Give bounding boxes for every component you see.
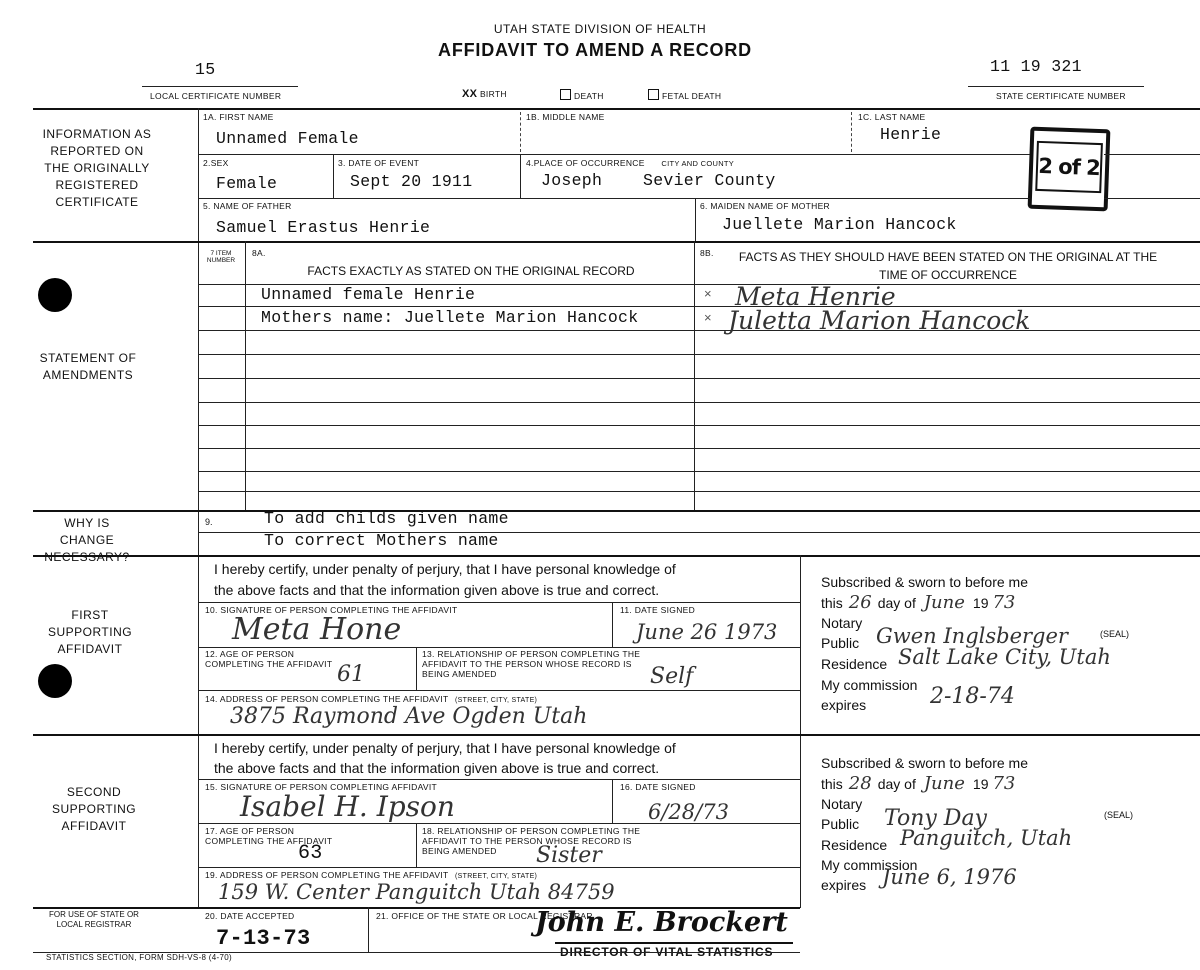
first-relationship: Self [650,664,694,689]
second-residence-label: Residence [821,837,888,853]
first-notary-date-line: this 26 day of June 19 73 [821,592,1016,613]
fetal-death-checkbox [648,89,659,100]
first-residence-label: Residence [821,656,888,672]
amendments-label: STATEMENT OF AMENDMENTS [39,351,137,382]
first-address-label: 14. ADDRESS OF PERSON COMPLETING THE AFFIDAVIT (STREET, CITY, STATE) [205,694,538,704]
registrar-signature: John E. Brockert [535,907,788,938]
second-relationship-label: 18. RELATIONSHIP OF PERSON COMPLETING THE AFFIDAVIT TO THE PERSON WHOSE RECORD IS BEING AMENDED [422,826,641,856]
second-notary-name: Tony Day [884,806,987,831]
page-stamp: 2 of 2 [1028,127,1111,212]
first-affidavit-label: FIRST SUPPORTING AFFIDAVIT [47,608,133,656]
first-age: 61 [337,662,365,687]
last-name-label: 1C. LAST NAME [858,112,926,122]
first-relationship-label: 13. RELATIONSHIP OF PERSON COMPLETING THE AFFIDAVIT TO THE PERSON WHOSE RECORD IS BEING AMENDED [422,649,641,679]
binder-hole-top [38,278,72,312]
first-signature: Meta Hone [232,612,402,647]
sex-value: Female [216,174,278,193]
first-public-label: Public [821,635,860,651]
date-of-event-value: Sept 20 1911 [350,172,473,191]
first-notary-year: 73 [992,592,1016,613]
second-relationship: Sister [536,843,602,868]
first-date-signed: June 26 1973 [636,620,778,644]
mother-name-label: 6. MAIDEN NAME OF MOTHER [700,201,830,211]
type-birth-option: XX BIRTH [462,88,507,100]
second-certify-line-2: the above facts and that the information given above is true and correct. [214,760,660,776]
date-accepted-label: 20. DATE ACCEPTED [205,911,295,921]
last-name-value: Henrie [880,125,942,144]
first-signature-label: 10. SIGNATURE OF PERSON COMPLETING THE AFFIDAVIT [205,605,458,615]
first-notary-month: June [923,592,965,613]
first-notary-name: Gwen Inglsberger [876,624,1068,648]
reason-label: WHY IS CHANGE NECESSARY? [44,516,130,564]
first-date-signed-label: 11. DATE SIGNED [620,605,696,615]
first-residence: Salt Lake City, Utah [898,645,1111,669]
first-age-label: 12. AGE OF PERSON COMPLETING THE AFFIDAVIT [205,649,333,669]
second-signature: Isabel H. Ipson [240,790,455,823]
second-seal: (SEAL) [1104,810,1134,820]
second-address-label: 19. ADDRESS OF PERSON COMPLETING THE AFFIDAVIT (STREET, CITY, STATE) [205,870,538,880]
father-name-value: Samuel Erastus Henrie [216,218,431,237]
second-notary-month: June [923,773,965,794]
col-8a-number: 8A. [252,248,266,258]
sex-label: 2.SEX [203,158,229,168]
birth-checkmark: XX [462,88,478,100]
first-expires-label: expires [821,697,867,713]
registrar-office-label: 21. OFFICE OF THE STATE OR LOCAL REGISTRAR [376,911,593,921]
mother-name-value: Juellete Marion Hancock [722,215,957,234]
amendment-row-1-marker: × [704,286,712,301]
reason-number: 9. [205,517,213,527]
place-city-value: Joseph [541,171,603,190]
first-certify-line-1: I hereby certify, under penalty of perjury, that I have personal knowledge of [214,561,676,577]
type-fetal-death-option: FETAL DEATH [648,89,721,101]
second-address: 159 W. Center Panguitch Utah 84759 [218,880,615,904]
first-name-value: Unnamed Female [216,129,359,148]
director-title: DIRECTOR OF VITAL STATISTICS [560,945,774,959]
first-expires: 2-18-74 [930,684,1015,709]
state-certificate-number: 11 19 321 [990,57,1082,76]
type-death-option: DEATH [560,89,604,101]
second-notary-date-line: this 28 day of June 19 73 [821,773,1016,794]
second-certify-line-1: I hereby certify, under penalty of perjury, that I have personal knowledge of [214,740,676,756]
middle-name-label: 1B. MIDDLE NAME [526,112,605,122]
second-notary-sworn: Subscribed & sworn to before me [821,755,1028,771]
form-title: AFFIDAVIT TO AMEND A RECORD [438,40,752,60]
first-address: 3875 Raymond Ave Ogden Utah [230,704,588,729]
father-name-label: 5. NAME OF FATHER [203,201,292,211]
second-expires-label: expires [821,877,867,893]
local-certificate-label: LOCAL CERTIFICATE NUMBER [150,91,282,101]
second-date-signed: 6/28/73 [648,800,729,824]
original-info-label: INFORMATION AS REPORTED ON THE ORIGINALLY REGISTERED CERTIFICATE [42,127,152,209]
first-notary-label: Notary [821,615,863,631]
amendment-row-1-original: Unnamed female Henrie [261,285,476,304]
second-notary-day: 28 [848,773,872,794]
second-expires: June 6, 1976 [882,865,1017,889]
registrar-use-label: FOR USE OF STATE OR LOCAL REGISTRAR [49,910,139,929]
col-8b-number: 8B. [700,248,714,258]
first-commission-label: My commission [821,677,918,693]
first-notary-day: 26 [848,592,872,613]
second-affidavit-label: SECOND SUPPORTING AFFIDAVIT [51,785,137,833]
reason-line-2: To correct Mothers name [264,531,499,550]
state-certificate-label: STATE CERTIFICATE NUMBER [996,91,1126,101]
col-8b-header: FACTS AS THEY SHOULD HAVE BEEN STATED ON THE ORIGINAL AT THE TIME OF OCCURRENCE [738,250,1158,282]
first-certify-line-2: the above facts and that the information given above is true and correct. [214,582,660,598]
date-of-event-label: 3. DATE OF EVENT [338,158,420,168]
second-age: 63 [298,842,323,865]
col-8a-header: FACTS EXACTLY AS STATED ON THE ORIGINAL RECORD [307,264,635,278]
second-notary-label: Notary [821,796,863,812]
second-date-signed-label: 16. DATE SIGNED [620,782,696,792]
amendment-row-2-marker: × [704,310,712,325]
amendment-row-2-corrected: Juletta Marion Hancock [728,306,1031,335]
place-of-occurrence-label: 4.PLACE OF OCCURRENCE CITY AND COUNTY [526,158,735,168]
first-notary-sworn: Subscribed & sworn to before me [821,574,1028,590]
second-commission-label: My commission [821,857,918,873]
amendment-row-2-original: Mothers name: Juellete Marion Hancock [261,308,639,327]
first-name-label: 1A. FIRST NAME [203,112,274,122]
second-residence: Panguitch, Utah [900,826,1073,850]
first-seal: (SEAL) [1100,629,1130,639]
second-signature-label: 15. SIGNATURE OF PERSON COMPLETING AFFIDAVIT [205,782,438,792]
local-certificate-number: 15 [195,60,216,79]
agency-name: UTAH STATE DIVISION OF HEALTH [493,22,707,36]
place-county-value: Sevier County [643,171,776,190]
death-checkbox [560,89,571,100]
form-identifier: STATISTICS SECTION, FORM SDH-VS-8 (4-70) [46,953,232,962]
binder-hole-bottom [38,664,72,698]
second-age-label: 17. AGE OF PERSON COMPLETING THE AFFIDAVIT [205,826,333,846]
date-accepted: 7-13-73 [216,926,311,951]
second-public-label: Public [821,816,860,832]
amendment-row-1-corrected: Meta Henrie [735,282,896,311]
item-number-label: 7 ITEM NUMBER [206,250,236,264]
second-notary-year: 73 [992,773,1016,794]
reason-line-1: To add childs given name [264,509,509,528]
